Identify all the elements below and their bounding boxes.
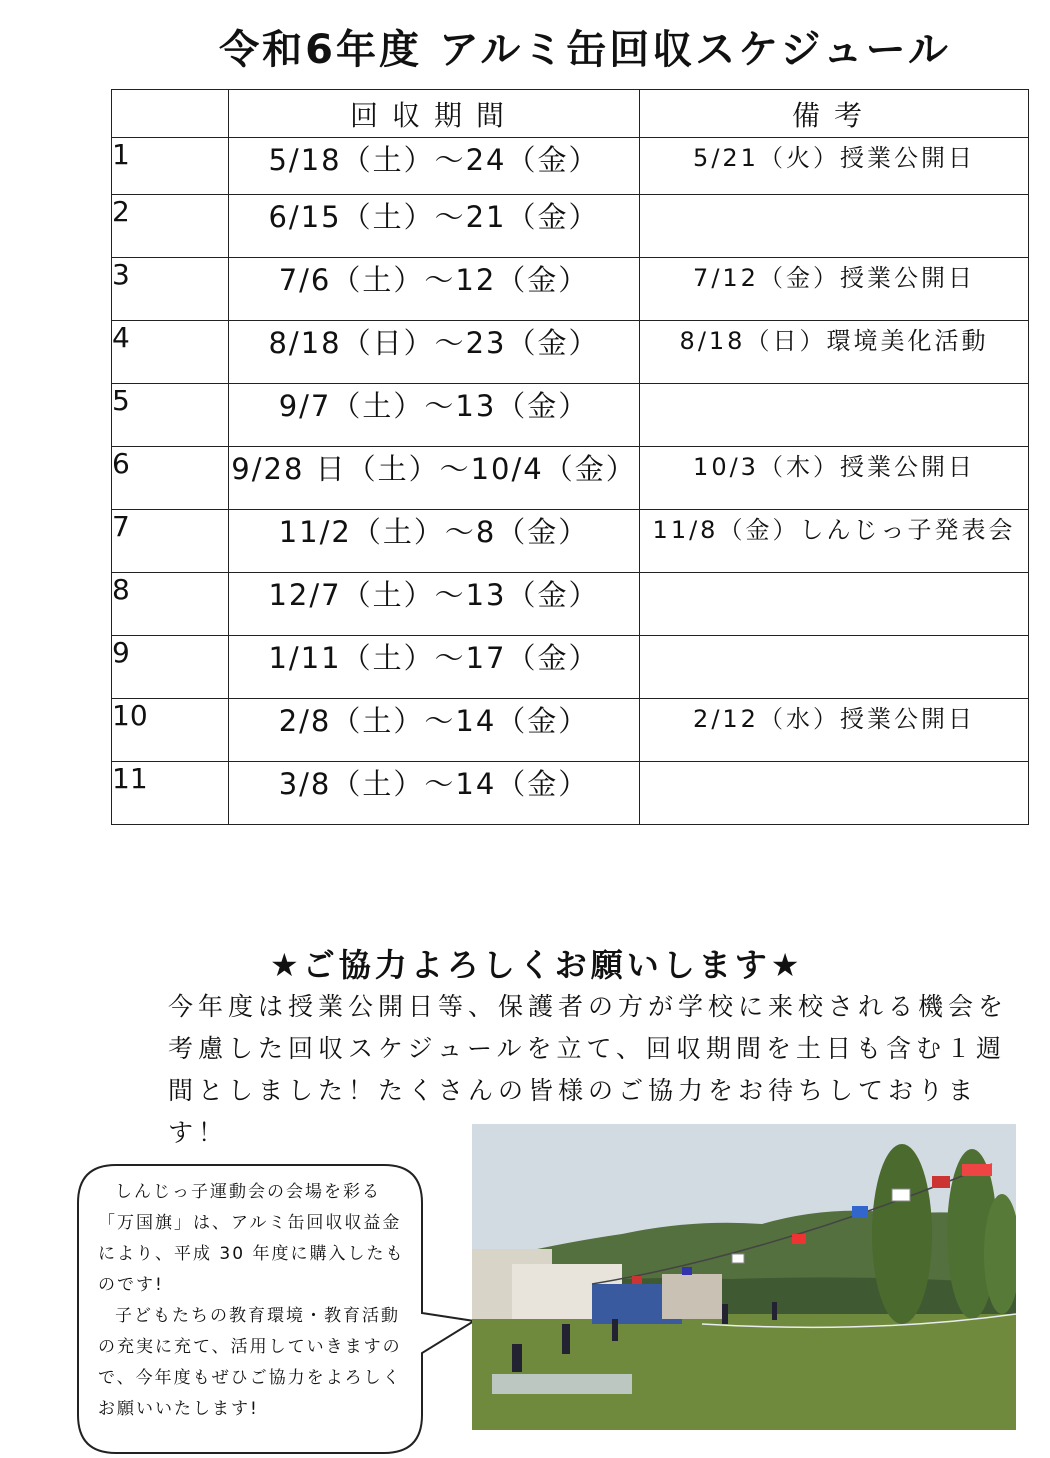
- row-number: 11: [112, 762, 229, 825]
- table-row: [112, 447, 1029, 510]
- row-note: [640, 195, 1029, 258]
- table-row: [112, 762, 1029, 825]
- row-number: 5: [112, 384, 229, 447]
- row-note: 10/3（木）授業公開日: [640, 447, 1029, 510]
- row-number: 2: [112, 195, 229, 258]
- row-note: 2/12（水）授業公開日: [640, 699, 1029, 762]
- collection-period: 8/18（日）～23（金）: [229, 321, 640, 384]
- schedule-table: [111, 89, 1029, 825]
- row-number: 8: [112, 573, 229, 636]
- collection-period: 9/28 日（土）～10/4（金）: [229, 447, 640, 510]
- collection-period: 9/7（土）～13（金）: [229, 384, 640, 447]
- row-note: [640, 762, 1029, 825]
- collection-period: 7/6（土）～12（金）: [229, 258, 640, 321]
- table-row: [112, 510, 1029, 573]
- row-number: 1: [112, 138, 229, 195]
- table-row: [112, 321, 1029, 384]
- row-note: [640, 384, 1029, 447]
- table-row: [112, 636, 1029, 699]
- table-row: [112, 258, 1029, 321]
- collection-period: 2/8（土）～14（金）: [229, 699, 640, 762]
- collection-period: 3/8（土）～14（金）: [229, 762, 640, 825]
- row-note: 11/8（金）しんじっ子発表会: [640, 510, 1029, 573]
- collection-period: 12/7（土）～13（金）: [229, 573, 640, 636]
- header-no: [112, 90, 229, 138]
- bubble-paragraph-2: 子どもたちの教育環境・教育活動の充実に充て、活用していきますので、今年度もぜひご協力をよろしくお願いいたします!: [98, 1306, 402, 1419]
- table-row: [112, 138, 1029, 195]
- row-number: 10: [112, 699, 229, 762]
- table-row: [112, 573, 1029, 636]
- row-note: [640, 573, 1029, 636]
- photo-illustration: [472, 1124, 1016, 1430]
- bubble-text: [98, 1177, 406, 1425]
- row-number: 6: [112, 447, 229, 510]
- page-title: 令和6年度 アルミ缶回収スケジュール: [219, 27, 951, 73]
- appeal-body: 今年度は授業公開日等、保護者の方が学校に来校される機会を考慮した回収スケジュールを立て、回収期間を土日も含む１週間としました！たくさんの皆様のご協力をお待ちしております！: [168, 992, 1009, 1147]
- row-number: 3: [112, 258, 229, 321]
- collection-period: 6/15（土）～21（金）: [229, 195, 640, 258]
- collection-period: 1/11（土）～17（金）: [229, 636, 640, 699]
- table-row: [112, 699, 1029, 762]
- appeal-heading: ★ご協力よろしくお願いします★: [270, 946, 804, 984]
- row-note: 8/18（日）環境美化活動: [640, 321, 1029, 384]
- header-note: 備考: [640, 90, 1029, 138]
- table-row: [112, 384, 1029, 447]
- table-row: [112, 195, 1029, 258]
- row-number: 7: [112, 510, 229, 573]
- collection-period: 11/2（土）～8（金）: [229, 510, 640, 573]
- header-period: 回収期間: [229, 90, 640, 138]
- row-note: 7/12（金）授業公開日: [640, 258, 1029, 321]
- sports-day-photo: [472, 1124, 1016, 1430]
- row-note: [640, 636, 1029, 699]
- row-number: 9: [112, 636, 229, 699]
- row-note: 5/21（火）授業公開日: [640, 138, 1029, 195]
- table-header-row: [112, 90, 1029, 138]
- bubble-paragraph-1: しんじっ子運動会の会場を彩る「万国旗」は、アルミ缶回収収益金により、平成 30 年度に購入したものです!: [98, 1182, 405, 1295]
- row-number: 4: [112, 321, 229, 384]
- speech-bubble: [76, 1163, 424, 1453]
- collection-period: 5/18（土）～24（金）: [229, 138, 640, 195]
